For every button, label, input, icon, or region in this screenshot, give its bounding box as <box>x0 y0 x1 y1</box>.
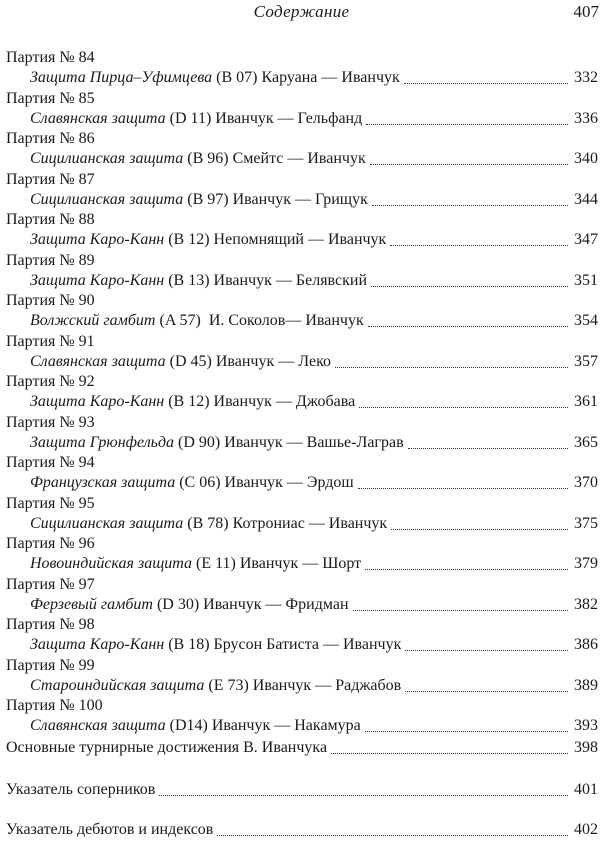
game-label: Партия № 99 <box>6 656 95 674</box>
leader-dots <box>358 487 568 489</box>
game-label: Партия № 97 <box>6 575 95 593</box>
entry-page: 332 <box>574 69 598 86</box>
section-title: Указатель соперников <box>6 781 156 798</box>
leader-dots <box>366 123 568 125</box>
game-label: Партия № 95 <box>6 494 95 512</box>
toc-entry[interactable] <box>6 635 598 656</box>
leader-dots <box>371 285 568 287</box>
leader-dots <box>404 82 568 84</box>
toc-entry[interactable] <box>6 514 598 535</box>
games-list <box>6 48 598 737</box>
opening-name: Ферзевый гамбит <box>30 595 153 613</box>
entry-page: 365 <box>574 433 598 451</box>
game-label: Партия № 85 <box>6 89 95 107</box>
entry-page: 370 <box>574 474 598 491</box>
game-details: (B 78) Котрониас — Иванчук <box>183 514 388 532</box>
toc-entry[interactable] <box>6 311 598 332</box>
game-details: (D 90) Иванчук — Вашье-Лаграв <box>174 433 404 451</box>
toc-section-openings-index[interactable] <box>6 819 598 841</box>
game-label: Партия № 88 <box>6 211 95 228</box>
leader-dots <box>365 730 568 732</box>
opening-name: Защита Каро-Канн <box>30 271 165 289</box>
entry-page: 357 <box>574 352 598 370</box>
section-page: 402 <box>574 821 598 838</box>
game-label: Партия № 89 <box>6 251 95 269</box>
game-label: Партия № 91 <box>6 332 95 350</box>
opening-name: Славянская защита <box>30 717 166 734</box>
leader-dots <box>368 325 568 327</box>
toc-entry[interactable] <box>6 433 598 454</box>
game-details: (E 11) Иванчук — Шорт <box>192 555 362 572</box>
section-page: 401 <box>574 781 598 798</box>
entry-page: 336 <box>574 109 598 127</box>
opening-name: Сицилианская защита <box>30 150 184 167</box>
leader-dots <box>408 447 568 449</box>
game-label: Партия № 86 <box>6 130 95 147</box>
entry-page: 393 <box>574 717 598 734</box>
opening-name: Защита Каро-Канн <box>30 231 165 248</box>
game-details: (C 06) Иванчук — Эрдош <box>175 474 354 491</box>
game-details: (B 18) Брусон Батиста — Иванчук <box>164 636 402 653</box>
toc-entry[interactable] <box>6 392 598 413</box>
toc-entry[interactable] <box>6 595 598 616</box>
opening-name: Волжский гамбит <box>30 312 156 329</box>
toc-entry[interactable] <box>6 109 598 130</box>
toc-section-achievements[interactable] <box>6 737 598 759</box>
toc-entry[interactable] <box>6 352 598 373</box>
game-label: Партия № 98 <box>6 616 95 633</box>
leader-dots <box>372 204 568 206</box>
opening-name: Новоиндийская защита <box>30 555 193 572</box>
toc-entry[interactable] <box>6 716 598 737</box>
game-label: Партия № 94 <box>6 454 95 471</box>
section-page: 398 <box>574 739 598 756</box>
opening-name: Сицилианская защита <box>30 190 184 208</box>
entry-page: 379 <box>574 555 598 572</box>
entry-page: 386 <box>574 636 598 653</box>
leader-dots <box>359 406 568 408</box>
leader-dots <box>159 794 568 796</box>
game-details: (D 30) Иванчук — Фридман <box>152 595 349 613</box>
game-label: Партия № 93 <box>6 413 95 431</box>
toc-entry[interactable] <box>6 473 598 494</box>
game-details: (B 13) Иванчук — Белявский <box>164 271 368 289</box>
game-details: (B 97) Иванчук — Грищук <box>183 190 368 208</box>
game-details: (B 07) Каруана — Иванчук <box>212 69 400 86</box>
opening-name: Французская защита <box>30 474 176 491</box>
toc-entry[interactable] <box>6 676 598 697</box>
game-details: (B 12) Непомнящий — Иванчук <box>164 231 387 248</box>
leader-dots <box>335 366 568 368</box>
entry-page: 351 <box>574 271 598 289</box>
entry-page: 344 <box>574 190 598 208</box>
toc-entry[interactable] <box>6 271 598 292</box>
game-details: (D14) Иванчук — Накамура <box>165 717 361 734</box>
leader-dots <box>331 752 568 754</box>
entry-page: 354 <box>574 312 598 329</box>
entry-page: 361 <box>574 393 598 410</box>
opening-name: Защита Каро-Канн <box>30 393 165 410</box>
game-label: Партия № 96 <box>6 535 95 552</box>
entry-page: 347 <box>574 231 598 248</box>
opening-name: Славянская защита <box>30 109 166 127</box>
leader-dots <box>390 244 568 246</box>
game-details: (A 57) И. Соколов— Иванчук <box>155 312 364 329</box>
game-details: (D 45) Иванчук — Леко <box>165 352 332 370</box>
entry-page: 340 <box>574 150 598 167</box>
running-header <box>0 0 603 28</box>
opening-name: Сицилианская защита <box>30 514 184 532</box>
leader-dots <box>391 528 568 530</box>
toc-entry[interactable] <box>6 68 598 89</box>
header-title: Содержание <box>253 2 350 21</box>
leader-dots <box>405 690 568 692</box>
toc-entry[interactable] <box>6 554 598 575</box>
leader-dots <box>405 649 568 651</box>
toc-entry[interactable] <box>6 230 598 251</box>
game-details: (E 73) Иванчук — Раджабов <box>204 676 402 694</box>
leader-dots <box>353 609 568 611</box>
game-label: Партия № 100 <box>6 697 103 714</box>
opening-name: Защита Пирца–Уфимцева <box>30 69 213 86</box>
entry-page: 382 <box>574 595 598 613</box>
entry-page: 389 <box>574 676 598 694</box>
leader-dots <box>217 834 568 836</box>
game-details: (D 11) Иванчук — Гельфанд <box>165 109 363 127</box>
game-label: Партия № 87 <box>6 170 95 188</box>
opening-name: Защита Грюнфельда <box>30 433 175 451</box>
leader-dots <box>365 568 568 570</box>
game-details: (B 96) Смейтс — Иванчук <box>183 150 366 167</box>
opening-name: Славянская защита <box>30 352 166 370</box>
toc-section-opponents-index[interactable] <box>6 779 598 801</box>
section-title: Указатель дебютов и индексов <box>6 821 214 838</box>
game-label: Партия № 90 <box>6 292 95 309</box>
game-details: (B 12) Иванчук — Джобава <box>164 393 356 410</box>
opening-name: Староиндийская защита <box>30 676 205 694</box>
game-label: Партия № 84 <box>6 49 95 66</box>
entry-page: 375 <box>574 514 598 532</box>
section-title: Основные турнирные достижения В. Иванчука <box>6 739 328 756</box>
toc-entry[interactable] <box>6 190 598 211</box>
header-page-number: 407 <box>573 2 599 21</box>
opening-name: Защита Каро-Канн <box>30 636 165 653</box>
leader-dots <box>370 163 568 165</box>
game-label: Партия № 92 <box>6 373 95 390</box>
toc-entry[interactable] <box>6 149 598 170</box>
